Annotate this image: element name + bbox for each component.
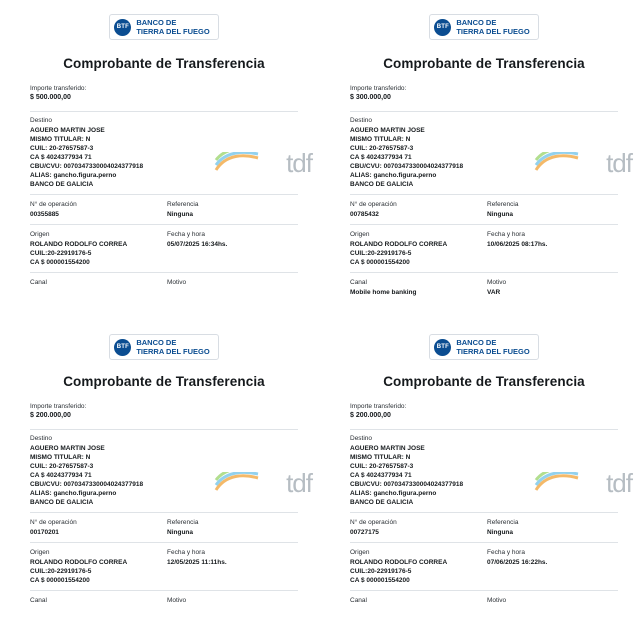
destino-banco: BANCO DE GALICIA [350, 181, 414, 188]
amount-value: $ 500.000,00 [30, 94, 71, 101]
destino-cbu: CBU/CVU: 0070347330004024377918 [30, 163, 144, 170]
origen-ca: CA $ 000001554200 [30, 259, 90, 266]
watermark-text: tdf [286, 468, 312, 498]
amount-block [30, 403, 298, 419]
origen-cuil: CUIL:20-22919176-5 [350, 250, 412, 257]
motivo-block [481, 597, 618, 606]
fecha-label: Fecha y hora [167, 549, 205, 556]
operacion-row [350, 201, 618, 219]
destino-banco: BANCO DE GALICIA [30, 181, 94, 188]
referencia-label: Referencia [487, 519, 519, 526]
referencia-value: Ninguna [167, 529, 193, 536]
referencia-value: Ninguna [487, 211, 513, 218]
fecha-block [481, 549, 618, 585]
operacion-row [30, 519, 298, 537]
motivo-block [161, 279, 298, 288]
destino-alias: ALIAS: gancho.figura.perno [30, 172, 117, 179]
amount-label: Importe transferido: [30, 403, 87, 410]
divider [30, 111, 298, 112]
referencia-label: Referencia [487, 201, 519, 208]
motivo-label: Motivo [167, 279, 187, 286]
motivo-label: Motivo [487, 279, 507, 286]
operacion-block [350, 519, 481, 537]
fecha-value: 12/05/2025 11:11hs. [167, 559, 227, 566]
btf-badge-icon: BTF [114, 19, 131, 36]
fecha-block [481, 231, 618, 267]
amount-value: $ 200.000,00 [350, 412, 391, 419]
amount-label: Importe transferido: [350, 403, 407, 410]
origen-row [30, 549, 298, 585]
destino-mismo-titular: MISMO TITULAR: N [350, 136, 411, 143]
destino-nombre: AGUERO MARTIN JOSE [350, 127, 425, 134]
bank-logo [350, 334, 618, 360]
destino-cuil: CUIL: 20-27657587-3 [30, 145, 94, 152]
canal-label: Canal [350, 597, 367, 604]
amount-value: $ 300.000,00 [350, 94, 391, 101]
fecha-block [161, 549, 298, 585]
operacion-row [30, 201, 298, 219]
operacion-value: 00355885 [30, 211, 59, 218]
canal-value: Mobile home banking [350, 289, 417, 296]
destino-ca: CA $ 4024377934 71 [30, 154, 92, 161]
canal-block [350, 279, 481, 297]
operacion-block [30, 519, 161, 537]
origen-label: Origen [350, 549, 370, 556]
origen-block [350, 231, 481, 267]
destino-label: Destino [30, 117, 53, 124]
canal-block [30, 597, 161, 606]
fecha-value: 10/06/2025 08:17hs. [487, 241, 548, 248]
bank-logo [350, 14, 618, 40]
logo-box [429, 14, 538, 40]
destino-values [350, 126, 618, 189]
page-title: Comprobante de Transferencia [383, 374, 585, 389]
canal-row [30, 597, 298, 606]
page-title: Comprobante de Transferencia [63, 56, 265, 71]
destino-block [350, 435, 618, 507]
destino-nombre: AGUERO MARTIN JOSE [30, 127, 105, 134]
fecha-value: 07/06/2025 16:22hs. [487, 559, 548, 566]
divider [30, 194, 298, 195]
operacion-value: 00727175 [350, 529, 379, 536]
divider [30, 272, 298, 273]
fecha-value: 05/07/2025 16:34hs. [167, 241, 228, 248]
operacion-row [350, 519, 618, 537]
destino-values [30, 126, 298, 189]
origen-cuil: CUIL:20-22919176-5 [350, 568, 412, 575]
divider [30, 542, 298, 543]
motivo-block [481, 279, 618, 297]
referencia-block [481, 201, 618, 219]
destino-block [30, 117, 298, 189]
destino-alias: ALIAS: gancho.figura.perno [350, 490, 437, 497]
amount-label: Importe transferido: [30, 85, 87, 92]
destino-cuil: CUIL: 20-27657587-3 [30, 463, 94, 470]
bank-logo [30, 334, 298, 360]
origen-label: Origen [30, 549, 50, 556]
watermark-text: tdf [606, 468, 632, 498]
destino-banco: BANCO DE GALICIA [350, 499, 414, 506]
canal-row [350, 597, 618, 606]
fecha-label: Fecha y hora [487, 231, 525, 238]
logo-text: BANCO DE TIERRA DEL FUEGO [456, 338, 530, 356]
referencia-label: Referencia [167, 201, 199, 208]
destino-cbu: CBU/CVU: 0070347330004024377918 [350, 163, 464, 170]
referencia-value: Ninguna [167, 211, 193, 218]
destino-banco: BANCO DE GALICIA [30, 499, 94, 506]
destino-alias: ALIAS: gancho.figura.perno [350, 172, 437, 179]
origen-ca: CA $ 000001554200 [350, 577, 410, 584]
operacion-block [30, 201, 161, 219]
origen-nombre: ROLANDO RODOLFO CORREA [350, 241, 448, 248]
canal-label: Canal [30, 279, 47, 286]
canal-row [350, 279, 618, 297]
divider [350, 542, 618, 543]
destino-nombre: AGUERO MARTIN JOSE [350, 445, 425, 452]
receipt-card [0, 320, 320, 640]
destino-mismo-titular: MISMO TITULAR: N [30, 136, 91, 143]
operacion-label: N° de operación [350, 519, 397, 526]
origen-ca: CA $ 000001554200 [350, 259, 410, 266]
fecha-block [161, 231, 298, 267]
origen-nombre: ROLANDO RODOLFO CORREA [350, 559, 448, 566]
referencia-block [161, 201, 298, 219]
destino-cbu: CBU/CVU: 0070347330004024377918 [350, 481, 464, 488]
referencia-block [161, 519, 298, 537]
amount-label: Importe transferido: [350, 85, 407, 92]
divider [350, 272, 618, 273]
origen-block [350, 549, 481, 585]
origen-row [350, 231, 618, 267]
operacion-label: N° de operación [30, 519, 77, 526]
operacion-label: N° de operación [30, 201, 77, 208]
destino-mismo-titular: MISMO TITULAR: N [30, 454, 91, 461]
destino-ca: CA $ 4024377934 71 [30, 472, 92, 479]
origen-nombre: ROLANDO RODOLFO CORREA [30, 559, 128, 566]
btf-badge-icon: BTF [434, 19, 451, 36]
divider [350, 429, 618, 430]
motivo-block [161, 597, 298, 606]
destino-values [350, 444, 618, 507]
destino-block [30, 435, 298, 507]
origen-label: Origen [30, 231, 50, 238]
referencia-block [481, 519, 618, 537]
logo-text: BANCO DE TIERRA DEL FUEGO [136, 18, 210, 36]
page-title: Comprobante de Transferencia [63, 374, 265, 389]
logo-box [109, 334, 218, 360]
watermark-text: tdf [606, 148, 632, 178]
canal-label: Canal [350, 279, 367, 286]
divider [350, 512, 618, 513]
destino-cbu: CBU/CVU: 0070347330004024377918 [30, 481, 144, 488]
canal-block [350, 597, 481, 606]
logo-text: BANCO DE TIERRA DEL FUEGO [456, 18, 530, 36]
divider [30, 512, 298, 513]
receipt-card [320, 0, 640, 320]
receipt-card [0, 0, 320, 320]
origen-label: Origen [350, 231, 370, 238]
bank-logo [30, 14, 298, 40]
destino-alias: ALIAS: gancho.figura.perno [30, 490, 117, 497]
operacion-label: N° de operación [350, 201, 397, 208]
receipt-card [320, 320, 640, 640]
btf-badge-icon: BTF [114, 339, 131, 356]
origen-cuil: CUIL:20-22919176-5 [30, 250, 92, 257]
origen-row [350, 549, 618, 585]
canal-row [30, 279, 298, 288]
canal-block [30, 279, 161, 288]
canal-label: Canal [30, 597, 47, 604]
origen-nombre: ROLANDO RODOLFO CORREA [30, 241, 128, 248]
destino-ca: CA $ 4024377934 71 [350, 472, 412, 479]
motivo-label: Motivo [167, 597, 187, 604]
referencia-label: Referencia [167, 519, 199, 526]
origen-block [30, 549, 161, 585]
amount-block [30, 85, 298, 101]
destino-mismo-titular: MISMO TITULAR: N [350, 454, 411, 461]
origen-ca: CA $ 000001554200 [30, 577, 90, 584]
operacion-block [350, 201, 481, 219]
divider [350, 590, 618, 591]
divider [350, 194, 618, 195]
amount-block [350, 85, 618, 101]
fecha-label: Fecha y hora [487, 549, 525, 556]
referencia-value: Ninguna [487, 529, 513, 536]
divider [350, 224, 618, 225]
origen-block [30, 231, 161, 267]
motivo-value: VAR [487, 289, 501, 296]
amount-value: $ 200.000,00 [30, 412, 71, 419]
destino-cuil: CUIL: 20-27657587-3 [350, 145, 414, 152]
divider [350, 111, 618, 112]
destino-cuil: CUIL: 20-27657587-3 [350, 463, 414, 470]
divider [30, 429, 298, 430]
origen-row [30, 231, 298, 267]
watermark-text: tdf [286, 148, 312, 178]
destino-values [30, 444, 298, 507]
fecha-label: Fecha y hora [167, 231, 205, 238]
divider [30, 224, 298, 225]
operacion-value: 00785432 [350, 211, 379, 218]
logo-box [109, 14, 218, 40]
logo-box [429, 334, 538, 360]
destino-label: Destino [30, 435, 53, 442]
btf-badge-icon: BTF [434, 339, 451, 356]
destino-nombre: AGUERO MARTIN JOSE [30, 445, 105, 452]
destino-block [350, 117, 618, 189]
operacion-value: 00170201 [30, 529, 59, 536]
destino-ca: CA $ 4024377934 71 [350, 154, 412, 161]
amount-block [350, 403, 618, 419]
motivo-label: Motivo [487, 597, 507, 604]
origen-cuil: CUIL:20-22919176-5 [30, 568, 92, 575]
divider [30, 590, 298, 591]
logo-text: BANCO DE TIERRA DEL FUEGO [136, 338, 210, 356]
destino-label: Destino [350, 117, 373, 124]
page-title: Comprobante de Transferencia [383, 56, 585, 71]
destino-label: Destino [350, 435, 373, 442]
